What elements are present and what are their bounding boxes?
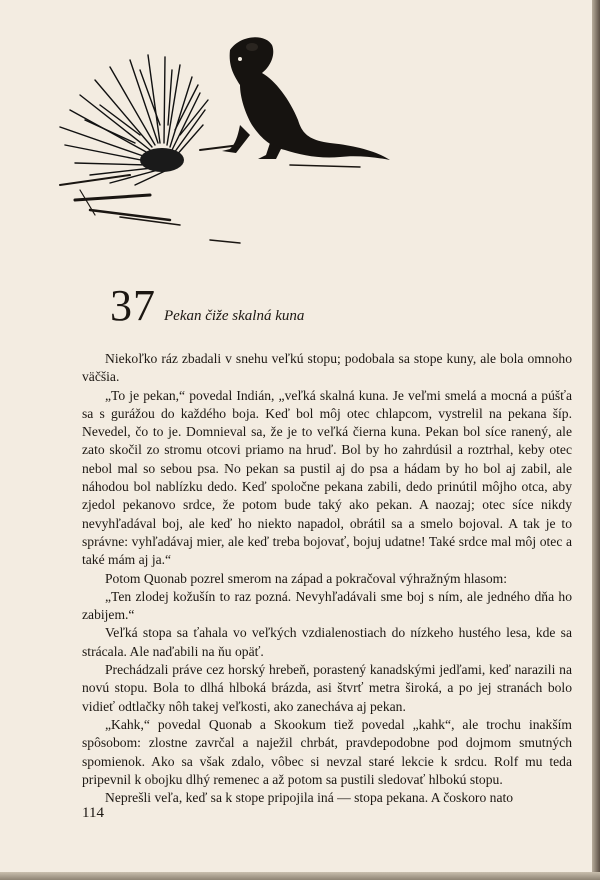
porcupine-drawing bbox=[60, 55, 208, 185]
pekan-eye bbox=[238, 57, 242, 61]
chapter-title: Pekan čiže skalná kuna bbox=[164, 308, 305, 324]
porcupine-body bbox=[140, 148, 184, 172]
chapter-body bbox=[82, 350, 572, 807]
paragraph: „To je pekan,“ povedal Indián, „veľká skalná kuna. Je veľmi smelá a mocná a púšťa sa s gurážou do každého boja. Keď bol môj otec chlapcom, vystrelil na pekana šíp. Nevedel, čo to je. Domnieval sa, že je to veľká čierna kuna. Pekan bol síce ranený, ale zato skočil zo stromu otcovi priamo na hruď. Bol by ho zahrdúsil a roztrhal, keby otec nebol mal so sebou psa. No pekan sa pustil aj do psa a hádam by ho bol aj zabil, ale náhodou bol nablízku dedo. Keď spoločne pekana zabili, dedo prinútil môjho otca, aby zjedol pekanovo srdce, že potom bude taký ako pekan. A naozaj; otec síce nikdy nevyhľadával boj, ale keď ho niekto napadol, obrátil sa a smelo bojoval. A tak je to správne: vyhľadávaj mier, ale keď treba bojovať, bojuj udatne! Také srdce mal môj otec a také mám aj ja.“ bbox=[82, 387, 572, 568]
page-bottom-edge bbox=[0, 872, 600, 880]
paragraph: Niekoľko ráz zbadali v snehu veľkú stopu; podobala sa stope kuny, ale bola omnoho väčšia. bbox=[82, 351, 572, 385]
ground-strokes bbox=[60, 145, 360, 243]
porcupine-and-pekan-illustration bbox=[40, 25, 400, 255]
paragraph: Prechádzali práve cez horský hrebeň, porastený kanadskými jedľami, keď narazili na novú stopu. Bola to dlhá hlboká brázda, asi štvrť metra široká, a po jej stranách bolo vidieť odtlačky nôh takej veľkosti, ako zanecháva aj pekan. bbox=[82, 662, 572, 714]
pekan-drawing bbox=[222, 37, 390, 160]
page-edge-shadow bbox=[592, 0, 600, 880]
chapter-heading bbox=[110, 281, 305, 334]
paragraph: „Kahk,“ povedal Quonab a Skookum tiež povedal „kahk“, ale trochu inakším spôsobom: zlostne zavrčal a naježil chrbát, pravdepodobne pod dojmom smutných spomienok. Ako sa však zdalo, vôbec si nevzal staré lekcie k srdcu. Rolf mu teda pripevnil k obojku dlhý remenec a až potom sa pustili sledovať hlbokú stopu. bbox=[82, 716, 572, 787]
pekan-ear bbox=[246, 43, 258, 51]
paragraph: Potom Quonab pozrel smerom na západ a pokračoval výhražným hlasom: bbox=[105, 570, 508, 586]
chapter-number: 37 bbox=[110, 281, 156, 330]
paragraph: Neprešli veľa, keď sa k stope pripojila iná — stopa pekana. A čoskoro nato bbox=[105, 790, 514, 806]
page-number: 114 bbox=[82, 805, 104, 821]
paragraph: Veľká stopa sa ťahala vo veľkých vzdialenostiach do nízkeho hustého lesa, kde sa strácala. Ale naďabili na ňu opäť. bbox=[82, 625, 572, 659]
paragraph: „Ten zlodej kožušín to raz pozná. Nevyhľadávali sme boj s ním, ale jedného dňa ho zabijem.“ bbox=[82, 588, 572, 623]
